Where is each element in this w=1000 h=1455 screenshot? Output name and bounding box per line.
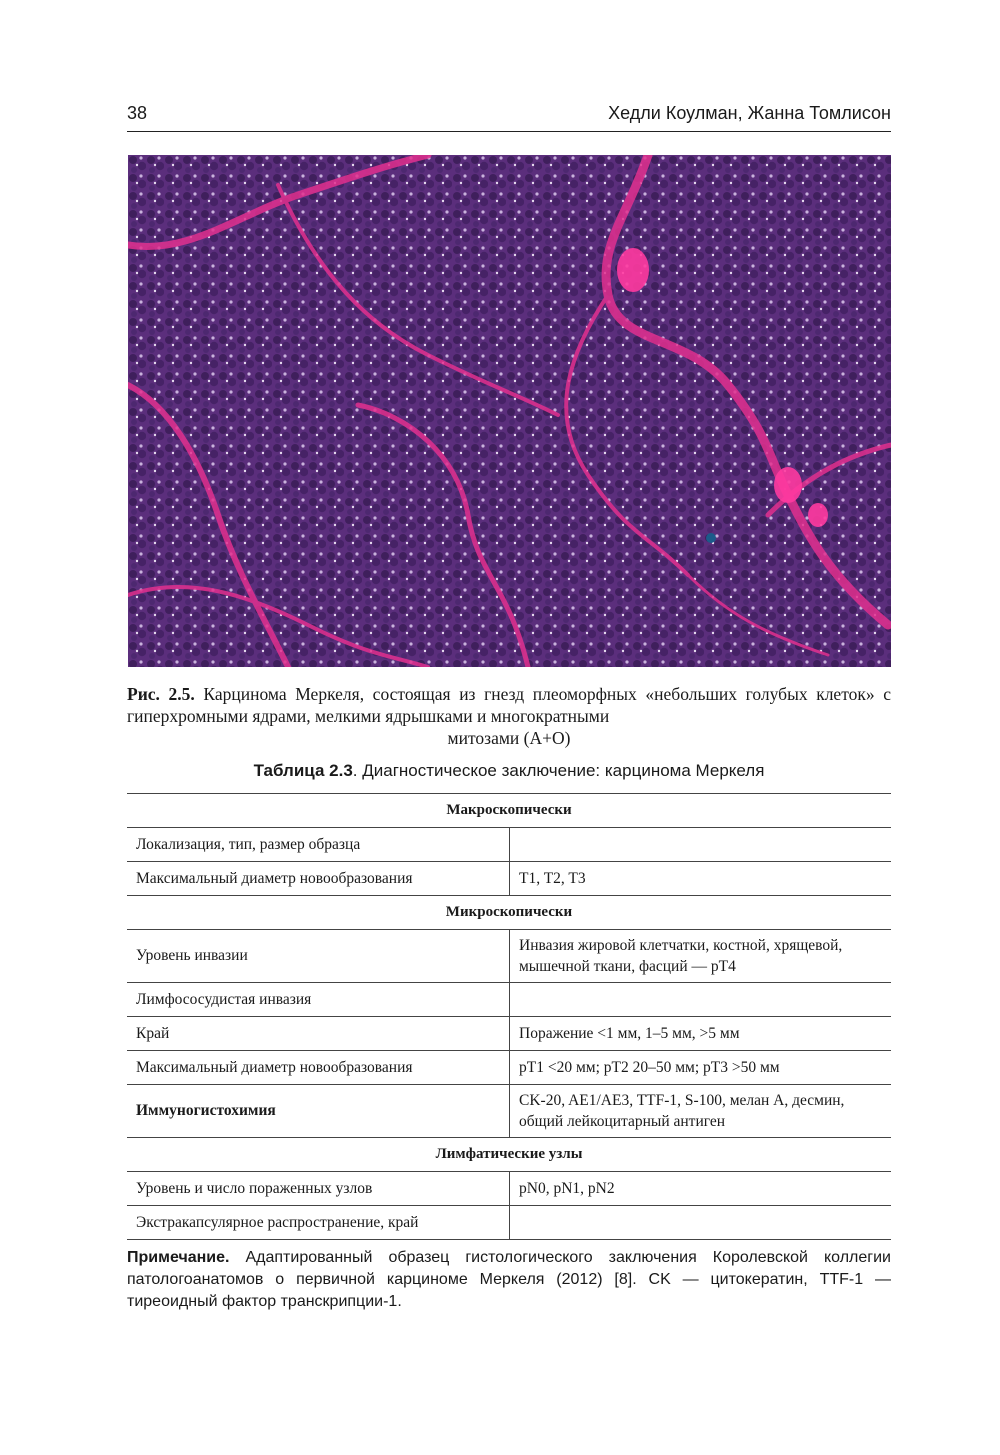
table-section-row [127, 896, 891, 930]
row-label: Иммуногистохимия [127, 1085, 510, 1138]
page-header [127, 101, 891, 132]
row-label: Лимфососудистая инвазия [127, 983, 510, 1017]
row-label: Максимальный диаметр новообразования [127, 862, 510, 896]
table-row [127, 983, 891, 1017]
note-text: Адаптированный образец гистологического заключения Королевской коллегии патологоанатомов о первичной карциноме Меркеля (2012) [8]. CK — цитокератин, TTF-1 — тиреоидный фактор транскрипции-1. [127, 1249, 891, 1310]
table-section-row [127, 1138, 891, 1172]
row-value: pT1 <20 мм; pT2 20–50 мм; pT3 >50 мм [510, 1051, 892, 1085]
table-section-row [127, 794, 891, 828]
table-row [127, 1085, 891, 1138]
table-title-text: . Диагностическое заключение: карцинома Меркеля [352, 761, 765, 780]
row-value: T1, T2, T3 [510, 862, 892, 896]
row-label: Уровень и число пораженных узлов [127, 1172, 510, 1206]
row-label: Локализация, тип, размер образца [127, 828, 510, 862]
section-microscopic: Микроскопически [127, 896, 891, 930]
table-label: Таблица 2.3 [253, 761, 353, 780]
table-row [127, 1017, 891, 1051]
row-value [510, 1206, 892, 1240]
row-label: Максимальный диаметр новообразования [127, 1051, 510, 1085]
row-value [510, 828, 892, 862]
table-row [127, 862, 891, 896]
row-label: Уровень инвазии [127, 930, 510, 983]
figure-label: Рис. 2.5. [127, 684, 195, 704]
table-row [127, 1051, 891, 1085]
note-label: Примечание. [127, 1249, 230, 1266]
table-title [127, 761, 891, 781]
figure-caption [127, 683, 891, 749]
table-row [127, 930, 891, 983]
row-value: Инвазия жировой клетчатки, костной, хрящевой, мышечной ткани, фасций — pT4 [510, 930, 892, 983]
row-value: pN0, pN1, pN2 [510, 1172, 892, 1206]
row-value: CK-20, AE1/AE3, TTF-1, S-100, мелан A, десмин, общий лейкоцитарный антиген [510, 1085, 892, 1138]
row-label: Экстракапсулярное распространение, край [127, 1206, 510, 1240]
running-head: Хедли Коулман, Жанна Томлисон [608, 103, 891, 123]
section-macroscopic: Макроскопически [127, 794, 891, 828]
section-lymph-nodes: Лимфатические узлы [127, 1138, 891, 1172]
histology-figure [128, 155, 891, 667]
figure-caption-text: Карцинома Меркеля, состоящая из гнезд плеоморфных «небольших голубых клеток» с гиперхромными ядрами, мелкими ядрышками и многократными [127, 684, 891, 726]
row-value [510, 983, 892, 1017]
row-value: Поражение <1 мм, 1–5 мм, >5 мм [510, 1017, 892, 1051]
table-row [127, 1172, 891, 1206]
diagnostic-table [127, 793, 891, 1240]
row-label: Край [127, 1017, 510, 1051]
figure-caption-last-line: митозами (А+О) [447, 728, 571, 748]
table-row [127, 1206, 891, 1240]
table-note [127, 1247, 891, 1313]
histology-image [128, 155, 891, 667]
table-row [127, 828, 891, 862]
page-number: 38 [127, 103, 148, 123]
